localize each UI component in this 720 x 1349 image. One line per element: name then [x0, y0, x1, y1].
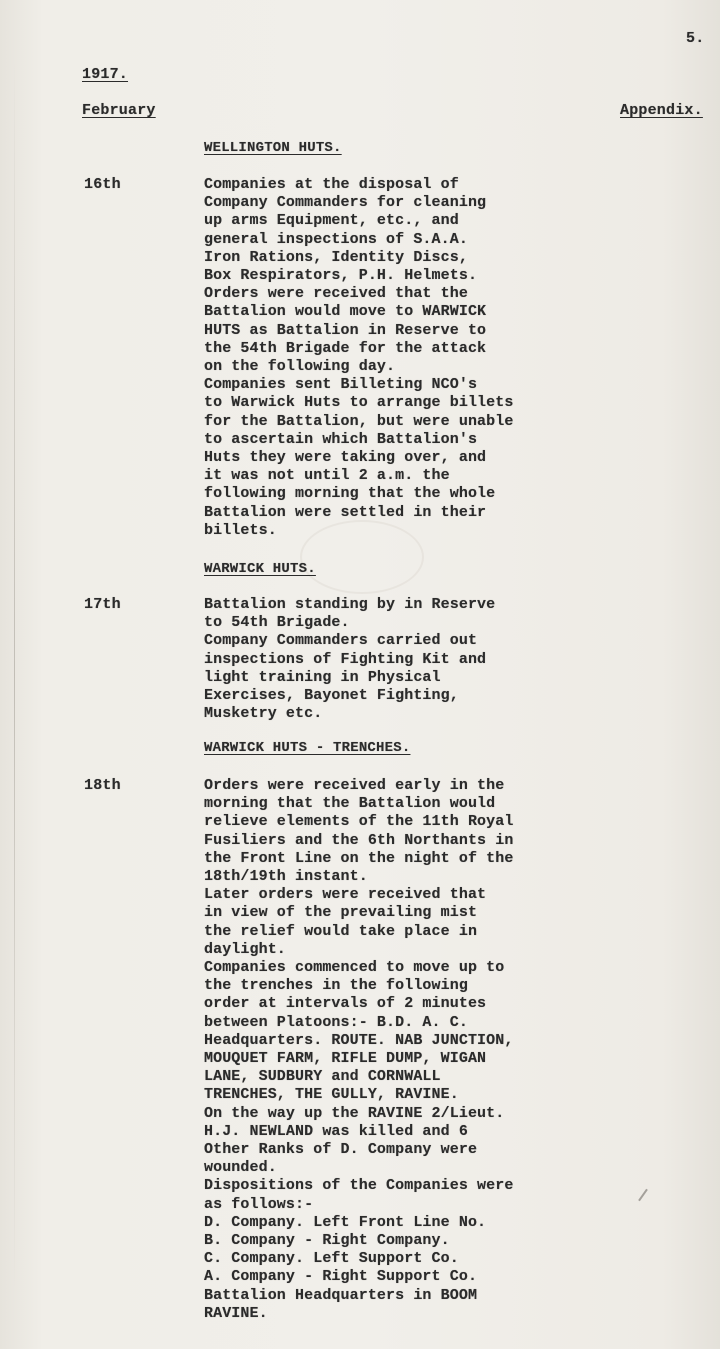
text-line: in view of the prevailing mist [204, 904, 478, 922]
text-line: H.J. NEWLAND was killed and 6 [204, 1122, 468, 1140]
text-line: to Warwick Huts to arrange billets [204, 394, 514, 412]
text-line: daylight. [204, 940, 286, 958]
text-line: following morning that the whole [204, 485, 496, 503]
text-line: relieve elements of the 11th Royal [204, 813, 514, 831]
text-line: billets. [204, 521, 277, 539]
entry-date-17th: 17th [84, 596, 121, 613]
month-heading: February [82, 102, 156, 119]
text-line: Orders were received that the [204, 285, 468, 303]
text-line: Orders were received early in the [204, 777, 505, 794]
text-line: B. Company - Right Company. [204, 1232, 450, 1250]
pencil-tick-mark [638, 1189, 648, 1202]
text-line: the trenches in the following [204, 977, 468, 995]
text-line: MOUQUET FARM, RIFLE DUMP, WIGAN [204, 1050, 487, 1068]
text-line: Headquarters. ROUTE. NAB JUNCTION, [204, 1031, 514, 1049]
text-line: Battalion were settled in their [204, 503, 487, 521]
page-edge-shadow [14, 60, 15, 1290]
text-line: up arms Equipment, etc., and [204, 212, 459, 230]
text-line: to 54th Brigade. [204, 614, 350, 632]
text-line: Dispositions of the Companies were [204, 1177, 514, 1195]
text-line: Company Commanders carried out [204, 632, 478, 650]
text-line: Battalion Headquarters in BOOM [204, 1286, 478, 1304]
text-line: inspections of Fighting Kit and [204, 650, 487, 668]
text-line: Battalion would move to WARWICK [204, 303, 487, 321]
section-heading-warwick-huts: WARWICK HUTS. [204, 561, 316, 577]
text-line: it was not until 2 a.m. the [204, 467, 450, 485]
text-line: TRENCHES, THE GULLY, RAVINE. [204, 1086, 459, 1104]
text-line: wounded. [204, 1159, 277, 1177]
page-number: 5. [686, 30, 705, 47]
text-line: Companies at the disposal of [204, 176, 459, 193]
section-heading-wellington-huts: WELLINGTON HUTS. [204, 140, 342, 156]
text-line: HUTS as Battalion in Reserve to [204, 321, 487, 339]
text-line: morning that the Battalion would [204, 795, 496, 813]
entry-text-16th [204, 176, 604, 540]
text-line: C. Company. Left Support Co. [204, 1250, 459, 1268]
text-line: the Front Line on the night of the [204, 849, 514, 867]
text-line: between Platoons:- B.D. A. C. [204, 1013, 468, 1031]
text-line: Musketry etc. [204, 705, 323, 723]
text-line: general inspections of S.A.A. [204, 230, 468, 248]
text-line: the relief would take place in [204, 922, 478, 940]
text-line: A. Company - Right Support Co. [204, 1268, 478, 1286]
text-line: RAVINE. [204, 1304, 268, 1322]
text-line: Companies commenced to move up to [204, 959, 505, 977]
text-line: Other Ranks of D. Company were [204, 1141, 478, 1159]
entry-text-18th [204, 777, 604, 1323]
text-line: to ascertain which Battalion's [204, 430, 478, 448]
text-line: On the way up the RAVINE 2/Lieut. [204, 1104, 505, 1122]
text-line: LANE, SUDBURY and CORNWALL [204, 1068, 441, 1086]
entry-date-16th: 16th [84, 176, 121, 193]
text-line: the 54th Brigade for the attack [204, 339, 487, 357]
text-line: D. Company. Left Front Line No. [204, 1213, 487, 1231]
text-line: Later orders were received that [204, 886, 487, 904]
text-line: Box Respirators, P.H. Helmets. [204, 267, 478, 285]
text-line: Battalion standing by in Reserve [204, 596, 496, 613]
entry-date-18th: 18th [84, 777, 121, 794]
text-line: as follows:- [204, 1195, 314, 1213]
text-line: order at intervals of 2 minutes [204, 995, 487, 1013]
entry-text-17th [204, 596, 604, 723]
appendix-heading: Appendix. [620, 102, 703, 119]
text-line: for the Battalion, but were unable [204, 412, 514, 430]
text-line: 18th/19th instant. [204, 868, 368, 886]
text-line: Companies sent Billeting NCO's [204, 376, 478, 394]
text-line: light training in Physical [204, 668, 441, 686]
text-line: Exercises, Bayonet Fighting, [204, 687, 459, 705]
section-heading-warwick-huts-trenches: WARWICK HUTS - TRENCHES. [204, 740, 411, 756]
year-heading: 1917. [82, 66, 129, 83]
text-line: Fusiliers and the 6th Northants in [204, 831, 514, 849]
text-line: Huts they were taking over, and [204, 449, 487, 467]
text-line: Iron Rations, Identity Discs, [204, 248, 468, 266]
text-line: Company Commanders for cleaning [204, 194, 487, 212]
text-line: on the following day. [204, 358, 396, 376]
